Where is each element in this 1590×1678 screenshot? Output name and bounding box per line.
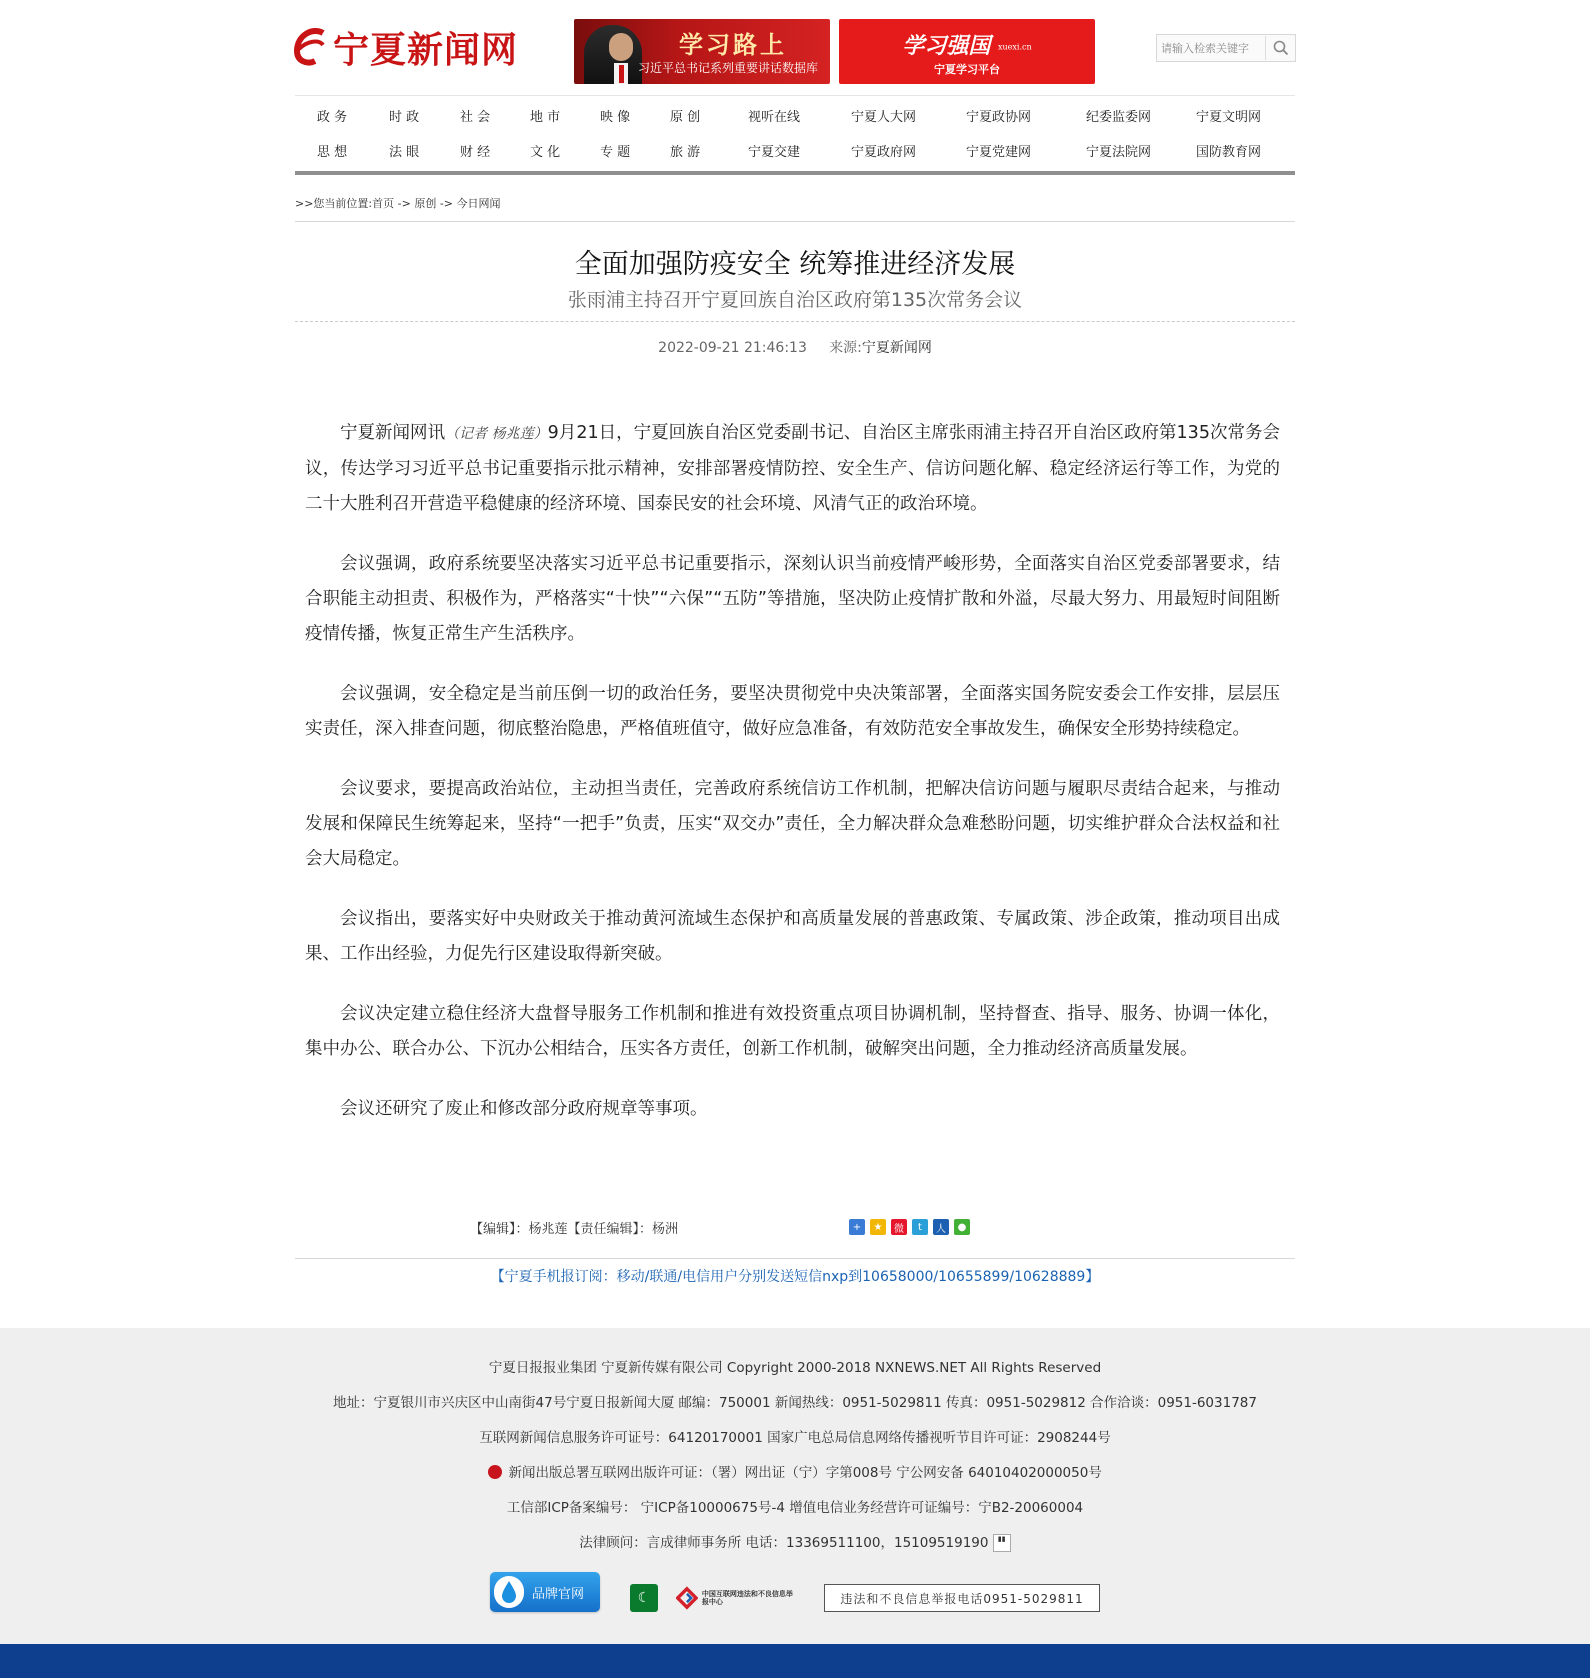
article-title: 全面加强防疫安全 统筹推进经济发展 [574,249,1016,280]
logo-text: 宁夏新闻网 [333,28,519,71]
banner-title: 学习路上 [679,31,787,59]
article-source: 宁夏新闻网 [861,340,932,356]
nav-item-thought[interactable]: 思 想 [317,145,348,160]
nav-item-npc[interactable]: 宁夏人大网 [851,110,917,125]
report-center-badge[interactable]: 中国互联网违法和不良信息举报中心 [676,1584,796,1612]
banner-title: 学习强国 xuexi.cn [902,33,1032,59]
share-more-icon[interactable]: + [849,1219,865,1235]
nav-item-topics[interactable]: 专 题 [600,145,631,160]
article-paragraph: 会议强调，政府系统要坚决落实习近平总书记重要指示，深刻认识当前疫情严峻形势，全面落实自治区党委部署要求，结合职能主动担责、积极作为，严格落实“十快”“六保”“五防”等措施，坚决防止疫情扩散和外溢，尽最大努力、用最短时间阻断疫情传播，恢复正常生产生活秩序。 [305,554,1280,644]
article-paragraph: 会议指出，要落实好中央财政关于推动黄河流域生态保护和高质量发展的普惠政策、专属政策、涉企政策，推动项目出成果、工作出经验，力促先行区建设取得新突破。 [305,909,1280,964]
nav-item-culture[interactable]: 文 化 [530,145,561,160]
article-subtitle: 张雨浦主持召开宁夏回族自治区政府第135次常务会议 [567,289,1023,311]
banner-study-road[interactable] [574,19,830,84]
breadcrumb [295,195,501,211]
nav-item-law[interactable]: 法 眼 [389,145,420,160]
report-phone-box[interactable]: 违法和不良信息举报电话0951-5029811 [824,1584,1100,1612]
water-drop-icon [494,1576,524,1608]
breadcrumb-section[interactable]: 原创 [414,197,437,210]
banner-subtitle: 习近平总书记系列重要讲话数据库 [638,61,819,75]
nav-item-defense[interactable]: 国防教育网 [1196,145,1262,160]
breadcrumb-separator: -> [436,197,457,210]
nav-divider [295,95,1295,96]
article-paragraph: 宁夏新闻网讯（记者 杨兆莲）9月21日，宁夏回族自治区党委副书记、自治区主席张雨浦主持召开自治区政府第135次常务会议，传达学习习近平总书记重要指示批示精神，安排部署疫情防控、安全生产、信访问题化解、稳定经济运行等工作，为党的二十大胜利召开营造平稳健康的经济环境、国泰民安的社会环境、风清气正的政治环境。 [305,423,1281,514]
article-paragraph: 会议还研究了废止和修改部分政府规章等事项。 [340,1099,708,1119]
footer-copyright: 宁夏日报报业集团 宁夏新传媒有限公司 Copyright 2000-2018 NXNEWS.NET All Rights Reserved [488,1360,1102,1376]
portrait-image [584,25,642,84]
nav-item-civilization[interactable]: 宁夏文明网 [1196,110,1262,125]
cnzz-stats-icon[interactable]: ▮▮ [993,1534,1011,1552]
qzone-icon[interactable]: ★ [870,1219,886,1235]
nav-item-video[interactable]: 视听在线 [748,110,801,125]
breadcrumb-separator: -> [394,197,415,210]
article-meta [295,337,1295,357]
footer-address: 地址：宁夏银川市兴庆区中山南街47号宁夏日报新闻大厦 邮编：750001 新闻热线：0951-5029811 传真：0951-5029812 合作洽谈：0951-6031787 [333,1395,1257,1411]
nav-item-politics[interactable]: 政 务 [317,110,348,125]
weibo-icon[interactable]: 微 [891,1219,907,1235]
nav-item-government[interactable]: 宁夏政府网 [851,145,917,160]
footer-icp[interactable]: 工信部ICP备案编号： 宁ICP备10000675号-4 增值电信业务经营许可证编号：宁B2-20060004 [506,1500,1084,1516]
banner-subtitle: 宁夏学习平台 [934,63,1000,76]
article-source-label: 来源: [829,340,862,356]
nav-item-original[interactable]: 原 创 [670,110,701,125]
brand-official-badge[interactable]: 品牌官网 [490,1572,600,1612]
search-box [1156,34,1296,62]
wechat-icon[interactable]: ● [954,1219,970,1235]
nav-underline [295,171,1295,175]
search-input[interactable] [1157,36,1265,60]
footer-license: 互联网新闻信息服务许可证号：64120170001 国家广电总局信息网络传播视听节目许可证：2908244号 [479,1430,1111,1446]
banner-xuexi-qiangguo[interactable] [839,19,1095,84]
breadcrumb-home[interactable]: 首页 [372,197,395,210]
article-footer-divider [295,1258,1295,1259]
footer-publishing-license: 新闻出版总署互联网出版许可证：（署）网出证（宁）字第008号 宁公网安备 64010402000050号 [0,1461,1590,1481]
nav-item-discipline[interactable]: 纪委监委网 [1086,110,1152,125]
breadcrumb-prefix: >>您当前位置: [295,197,373,210]
article-paragraph: 会议决定建立稳住经济大盘督导服务工作机制和推进有效投资重点项目协调机制，坚持督查、指导、服务、协调一体化，集中办公、联合办公、下沉办公相结合，压实各方责任，创新工作机制，破解突出问题，全力推动经济高质量发展。 [305,1004,1280,1059]
banner-url: xuexi.cn [998,42,1032,52]
article-divider [295,321,1295,322]
tencent-weibo-icon[interactable]: t [912,1219,928,1235]
nav-item-party[interactable]: 宁夏党建网 [966,145,1032,160]
nav-item-society[interactable]: 社 会 [460,110,491,125]
nav-item-cities[interactable]: 地 市 [530,110,561,125]
breadcrumb-current[interactable]: 今日网闻 [456,197,501,210]
article-datetime: 2022-09-21 21:46:13 [658,340,807,356]
nav-item-finance[interactable]: 财 经 [460,145,491,160]
search-button[interactable] [1265,36,1295,60]
renren-icon[interactable]: 人 [933,1219,949,1235]
nav-item-cppcc[interactable]: 宁夏政协网 [966,110,1032,125]
article-paragraph: 会议要求，要提高政治站位，主动担当责任，完善政府系统信访工作机制，把解决信访问题与履职尽责结合起来，与推动发展和保障民生统筹起来，坚持“一把手”负责，压实“双交办”责任，全力解决群众急难愁盼问题，切实维护群众合法权益和社会大局稳定。 [305,779,1280,869]
article-paragraph: 会议强调，安全稳定是当前压倒一切的政治任务，要坚决贯彻党中央决策部署，全面落实国务院安委会工作安排，层层压实责任，深入排查问题，彻底整治隐患，严格值班值守，做好应急准备，有效防范安全事故发生，确保安全形势持续稳定。 [305,684,1280,739]
police-badge-icon [488,1465,502,1479]
nav-item-images[interactable]: 映 像 [600,110,631,125]
trust-seal-icon[interactable]: ☾ [630,1584,658,1612]
nav-item-tourism[interactable]: 旅 游 [670,145,701,160]
article-byline: （记者 杨兆莲） [445,426,548,442]
logo-mark-icon [293,27,327,67]
nav-item-current-affairs[interactable]: 时 政 [389,110,420,125]
breadcrumb-divider [295,221,1295,222]
search-icon [1273,40,1289,56]
article-editors: 【编辑】：杨兆莲【责任编辑】：杨洲 [470,1222,679,1237]
share-bar [849,1219,970,1235]
nav-item-transport[interactable]: 宁夏交建 [748,145,801,160]
report-center-icon [676,1585,698,1611]
footer-bottom-bar [0,1644,1590,1678]
article-body [305,416,1280,1127]
nav-item-court[interactable]: 宁夏法院网 [1086,145,1152,160]
footer-legal: 法律顾问：言成律师事务所 电话：13369511100，15109519190 ▮▮ [0,1531,1590,1552]
sms-subscription[interactable]: 【宁夏手机报订阅：移动/联通/电信用户分别发送短信nxp到10658000/10655899/10628889】 [490,1269,1100,1285]
site-logo[interactable] [293,22,518,72]
